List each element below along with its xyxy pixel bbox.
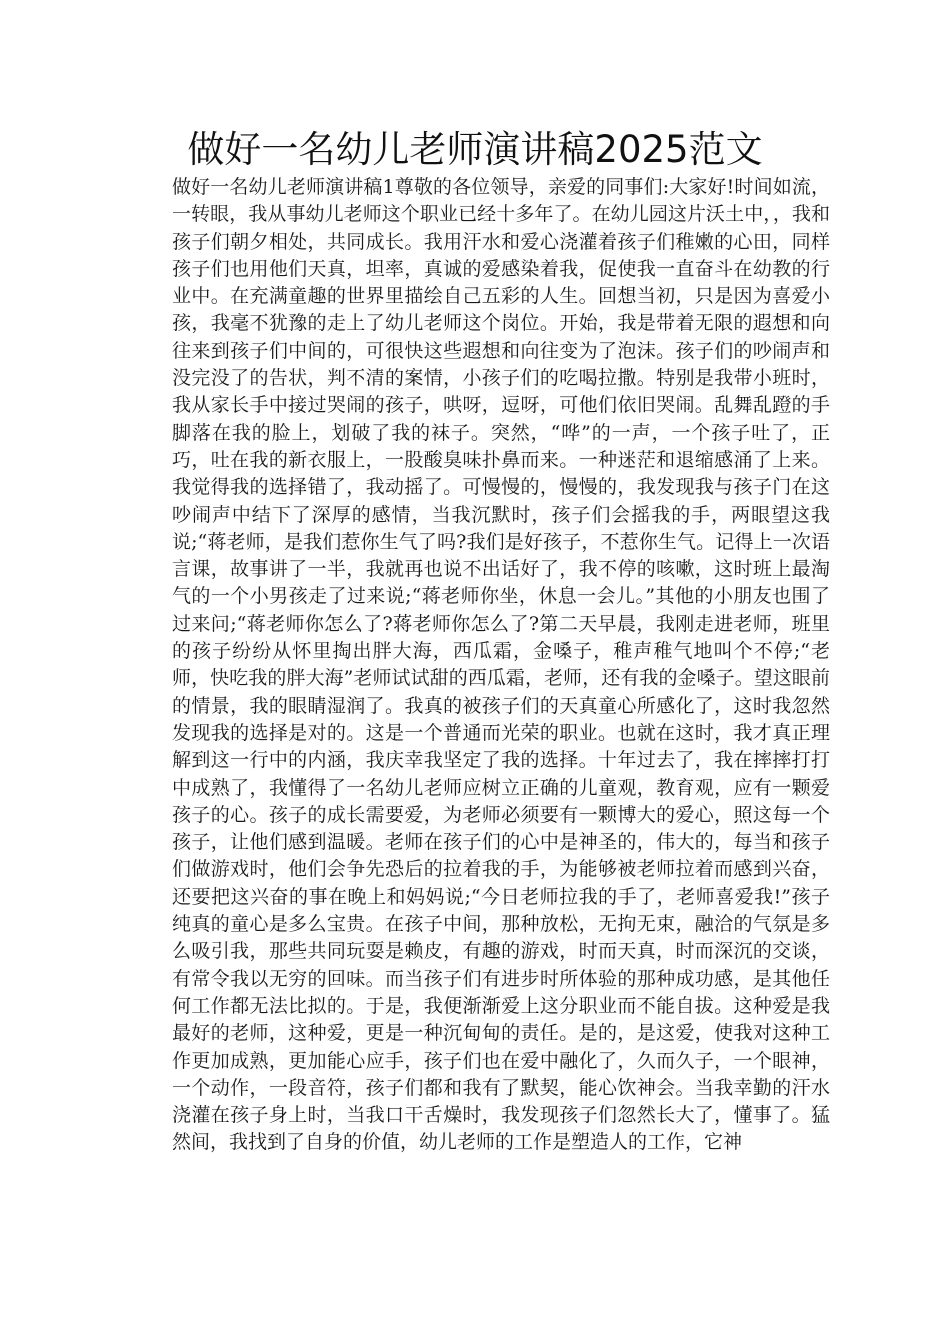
document-title: 做好一名幼儿老师演讲稿2025范文 (187, 128, 763, 171)
document-body-text: 做好一名幼儿老师演讲稿1尊敬的各位领导，亲爱的同事们:大家好!时间如流，一转眼，我从事幼儿老师这个职业已经十多年了。在幼儿园这片沃土中，，我和孩子们朝夕相处，共同成长。我用汗水和爱心浇灌着孩子们稚嫩的心田，同样孩子们也用他们天真，坦率，真诚的爱感染着我，促使我一直奋斗在幼教的行业中。在充满童趣的世界里描绘自己五彩的人生。回想当初，只是因为喜爱小孩，我毫不犹豫的走上了幼儿老师这个岗位。开始，我是带着无限的遐想和向往来到孩子们中间的，可很快这些遐想和向往变为了泡沫。孩子们的吵闹声和没完没了的告状，判不清的案情，小孩子们的吃喝拉撒。特别是我带小班时，我从家长手中接过哭闹的孩子，哄呀，逗呀，可他们依旧哭闹。乱舞乱蹬的手脚落在我的脸上，划破了我的袜子。突然，“哗”的一声，一个孩子吐了，正巧，吐在我的新衣服上，一股酸臭味扑鼻而来。一种迷茫和退缩感涌了上来。我觉得我的选择错了，我动摇了。可慢慢的，慢慢的，我发现我与孩子门在这吵闹声中结下了深厚的感情，当我沉默时，孩子们会摇我的手，两眼望这我说;“蒋老师，是我们惹你生气了吗?我们是好孩子，不惹你生气。记得上一次语言课，故事讲了一半，我就再也说不出话好了，我不停的咳嗽，这时班上最淘气的一个小男孩走了过来说;“蒋老师你坐，休息一会儿。”其他的小朋友也围了过来问;“蒋老师你怎么了?蒋老师你怎么了?第二天早晨，我刚走进老师，班里的孩子纷纷从怀里掏出胖大海，西瓜霜，金嗓子，稚声稚气地叫个不停;“老师，快吃我的胖大海”老师试试甜的西瓜霜，老师，还有我的金嗓子。望这眼前的情景，我的眼睛湿润了。我真的被孩子们的天真童心所感化了，这时我忽然发现我的选择是对的。这是一个普通而光荣的职业。也就在这时，我才真正理解到这一行中的内涵，我庆幸我坚定了我的选择。十年过去了，我在摔摔打打中成熟了，我懂得了一名幼儿老师应树立正确的儿童观，教育观，应有一颗爱孩子的心。孩子的成长需要爱，为老师必须要有一颗博大的爱心，照这每一个孩子，让他们感到温暖。老师在孩子们的心中是神圣的，伟大的，每当和孩子们做游戏时，他们会争先恐后的拉着我的手，为能够被老师拉着而感到兴奋，还要把这兴奋的事在晚上和妈妈说;“今日老师拉我的手了，老师喜爱我!”孩子纯真的童心是多么宝贵。在孩子中间，那种放松，无拘无束，融洽的气氛是多么吸引我，那些共同玩耍是赖皮，有趣的游戏，时而天真，时而深沉的交谈，有常令我以无穷的回味。而当孩子们有进步时所体验的那种成功感，是其他任何工作都无法比拟的。于是，我便渐渐爱上这分职业而不能自拔。这种爱是我最好的老师，这种爱，更是一种沉甸甸的责任。是的，是这爱，使我对这种工作更加成熟，更加能心应手，孩子们也在爱中融化了，久而久子，一个眼神，一个动作，一段音符，孩子们都和我有了默契，能心饮神会。当我幸勤的汗水浇灌在孩子身上时，当我口干舌燥时，我发现孩子们忽然长大了，懂事了。猛然间，我找到了自身的价值，幼儿老师的工作是塑造人的工作，它神 (172, 176, 830, 1154)
